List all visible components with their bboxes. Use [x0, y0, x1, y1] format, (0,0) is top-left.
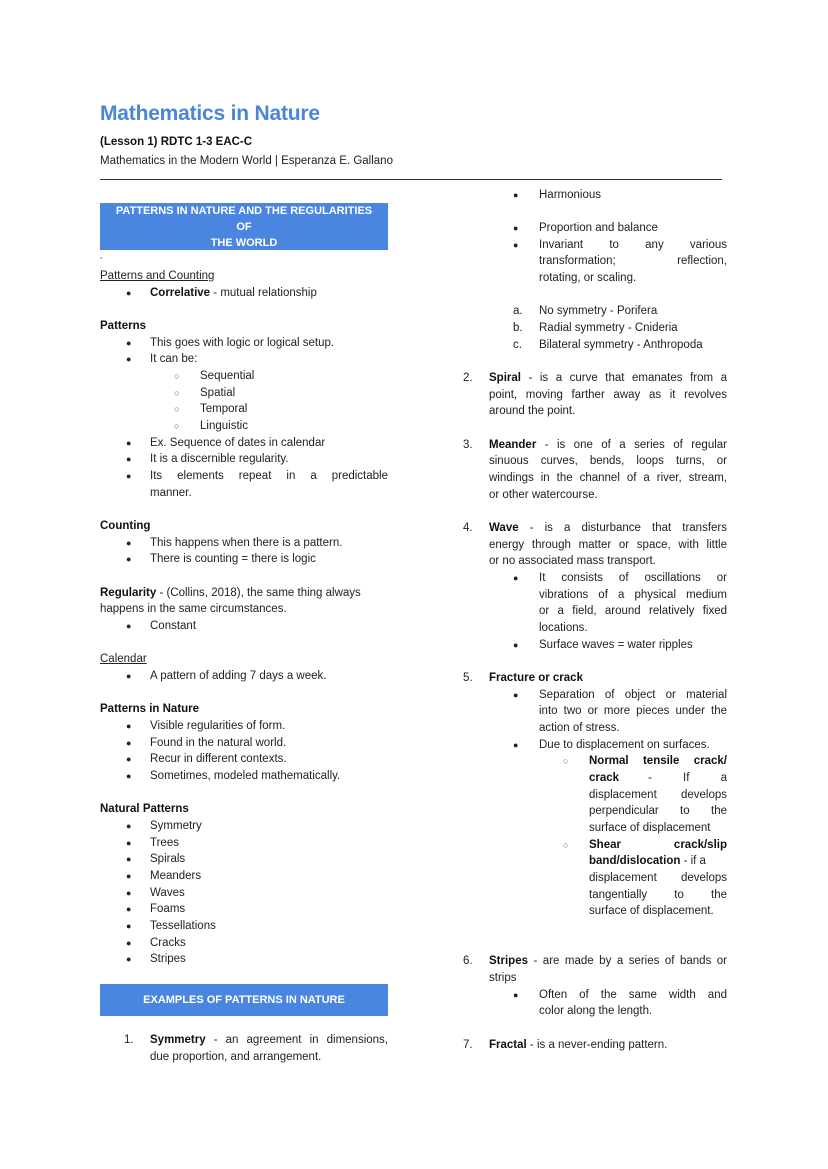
sub-list-item: Spatial — [200, 387, 236, 399]
list-item: Stripes — [150, 953, 186, 965]
list-item: Waves — [150, 887, 185, 899]
list-item: This goes with logic or logical setup. — [150, 337, 335, 349]
list-item: Surface waves = water ripples — [539, 639, 693, 651]
bullet-icon: ● — [126, 471, 132, 481]
list-item: Harmonious — [539, 189, 601, 201]
sub-list-item: Linguistic — [200, 420, 248, 432]
list-item: Sometimes, modeled mathematically. — [150, 770, 341, 782]
sub-list-item-continued: tangentially to the — [589, 889, 727, 901]
list-item-continued: vibrations of a physical medium — [539, 589, 727, 601]
bullet-icon: ● — [126, 921, 132, 931]
hollow-bullet-icon: ○ — [174, 371, 180, 381]
list-number: 5. — [463, 672, 473, 684]
example-meander-continued: sinuous curves, bends, loops turns, or — [489, 455, 727, 467]
list-item: It consists of oscillations or — [539, 572, 727, 584]
heading-natural-patterns: Natural Patterns — [100, 803, 189, 815]
heading-patterns-counting: Patterns and Counting — [100, 270, 215, 282]
sub-list-item-continued: displacement develops — [589, 872, 727, 884]
hollow-bullet-icon: ○ — [174, 421, 180, 431]
bullet-icon: ● — [126, 621, 132, 631]
list-item: Foams — [150, 903, 186, 915]
example-spiral-continued: around the point. — [489, 405, 576, 417]
list-item-continued: locations. — [539, 622, 588, 634]
list-number: 3. — [463, 439, 473, 451]
list-number: 2. — [463, 372, 473, 384]
bullet-icon: ● — [513, 190, 519, 200]
list-item: A pattern of adding 7 days a week. — [150, 670, 327, 682]
list-item: Often of the same width and — [539, 989, 727, 1001]
shear-crack-term: Shear crack/slip — [589, 839, 727, 851]
bullet-icon: ● — [126, 538, 132, 548]
bullet-icon: ● — [126, 554, 132, 564]
list-item: There is counting = there is logic — [150, 553, 316, 565]
bullet-icon: ● — [126, 454, 132, 464]
list-item: Visible regularities of form. — [150, 720, 286, 732]
hollow-bullet-icon: ○ — [563, 840, 569, 850]
sub-list-item-continued: displacement develops — [589, 789, 727, 801]
course-line: Mathematics in the Modern World | Esperanza E. Gallano — [100, 155, 393, 167]
lesson-subtitle: (Lesson 1) RDTC 1-3 EAC-C — [100, 136, 253, 148]
bullet-icon: ● — [126, 954, 132, 964]
list-item: Correlative - mutual relationship — [150, 287, 317, 299]
list-item-continued: transformation; reflection, — [539, 255, 727, 267]
section-banner-patterns — [100, 203, 388, 250]
banner-line-1: PATTERNS IN NATURE AND THE REGULARITIES OF — [115, 204, 373, 233]
stray-mark: , — [100, 251, 103, 260]
shear-crack-line: band/dislocation - if a — [589, 855, 706, 867]
section-banner-examples: EXAMPLES OF PATTERNS IN NATURE — [100, 984, 388, 1016]
bullet-icon: ● — [126, 771, 132, 781]
list-item: Ex. Sequence of dates in calendar — [150, 437, 326, 449]
list-item: Due to displacement on surfaces. — [539, 739, 710, 751]
bullet-icon: ● — [126, 754, 132, 764]
symmetry-type: No symmetry - Porifera — [539, 305, 658, 317]
list-item: Separation of object or material — [539, 689, 727, 701]
example-spiral: Spiral - is a curve that emanates from a — [489, 372, 727, 384]
heading-patterns: Patterns — [100, 320, 147, 332]
bullet-icon: ● — [126, 671, 132, 681]
bullet-icon: ● — [126, 854, 132, 864]
list-item: Constant — [150, 620, 197, 632]
list-item-continued: or a field, around relatively fixed — [539, 605, 727, 617]
hollow-bullet-icon: ○ — [174, 404, 180, 414]
bullet-icon: ● — [126, 821, 132, 831]
example-meander: Meander - is one of a series of regular — [489, 439, 727, 451]
example-stripes: Stripes - are made by a series of bands or — [489, 955, 727, 967]
normal-tensile-crack-line: crack - If a — [589, 772, 727, 784]
list-item: Proportion and balance — [539, 222, 658, 234]
list-item: Trees — [150, 837, 179, 849]
list-number: 7. — [463, 1039, 473, 1051]
example-spiral-continued: point, moving farther away as it revolves — [489, 389, 727, 401]
bullet-icon: ● — [126, 738, 132, 748]
bullet-icon: ● — [513, 990, 519, 1000]
list-letter: c. — [513, 339, 522, 351]
list-item-continued: action of stress. — [539, 722, 620, 734]
hollow-bullet-icon: ○ — [174, 388, 180, 398]
bullet-icon: ● — [513, 690, 519, 700]
example-symmetry: Symmetry - an agreement in dimensions, — [150, 1034, 388, 1046]
example-stripes-continued: strips — [489, 972, 517, 984]
heading-patterns-in-nature: Patterns in Nature — [100, 703, 200, 715]
list-number: 4. — [463, 522, 473, 534]
bullet-icon: ● — [126, 288, 132, 298]
example-meander-continued: or other watercourse. — [489, 489, 598, 501]
list-item: This happens when there is a pattern. — [150, 537, 343, 549]
list-item: It can be: — [150, 353, 198, 365]
bullet-icon: ● — [513, 240, 519, 250]
list-item-continued: rotating, or scaling. — [539, 272, 637, 284]
list-item: Recur in different contexts. — [150, 753, 287, 765]
list-item: Symmetry — [150, 820, 202, 832]
symmetry-type: Bilateral symmetry - Anthropoda — [539, 339, 703, 351]
sub-list-item-continued: surface of displacement — [589, 822, 711, 834]
list-item: Meanders — [150, 870, 202, 882]
hollow-bullet-icon: ○ — [563, 756, 569, 766]
list-item: Invariant to any various — [539, 239, 727, 251]
list-item: It is a discernible regularity. — [150, 453, 289, 465]
example-wave-continued: energy through matter or space, with little — [489, 539, 727, 551]
sub-list-item: Sequential — [200, 370, 255, 382]
bullet-icon: ● — [126, 354, 132, 364]
bullet-icon: ● — [126, 721, 132, 731]
list-letter: a. — [513, 305, 523, 317]
regularity-definition-continued: happens in the same circumstances. — [100, 603, 287, 615]
symmetry-type: Radial symmetry - Cnideria — [539, 322, 678, 334]
sub-list-item: Temporal — [200, 403, 248, 415]
list-item-continued: manner. — [150, 487, 192, 499]
example-wave: Wave - is a disturbance that transfers — [489, 522, 727, 534]
bullet-icon: ● — [126, 904, 132, 914]
header-divider — [100, 179, 722, 180]
bullet-icon: ● — [126, 338, 132, 348]
bullet-icon: ● — [513, 223, 519, 233]
bullet-icon: ● — [126, 871, 132, 881]
example-fracture: Fracture or crack — [489, 672, 583, 684]
list-item: Spirals — [150, 853, 186, 865]
list-number: 1. — [124, 1034, 134, 1046]
list-item-continued: into two or more pieces under the — [539, 705, 727, 717]
bullet-icon: ● — [513, 640, 519, 650]
list-number: 6. — [463, 955, 473, 967]
heading-calendar: Calendar — [100, 653, 147, 665]
bullet-icon: ● — [126, 438, 132, 448]
list-item: Found in the natural world. — [150, 737, 287, 749]
bullet-icon: ● — [513, 573, 519, 583]
regularity-definition: Regularity - (Collins, 2018), the same thing always — [100, 587, 361, 599]
list-item: Tessellations — [150, 920, 216, 932]
example-meander-continued: windings in the channel of a river, stream, — [489, 472, 727, 484]
list-item-continued: color along the length. — [539, 1005, 653, 1017]
bullet-icon: ● — [126, 938, 132, 948]
heading-counting: Counting — [100, 520, 151, 532]
banner-line-2: THE WORLD — [210, 236, 278, 249]
sub-list-item-continued: surface of displacement. — [589, 905, 714, 917]
sub-list-item-continued: perpendicular to the — [589, 805, 727, 817]
list-letter: b. — [513, 322, 523, 334]
example-symmetry-continued: due proportion, and arrangement. — [150, 1051, 322, 1063]
bullet-icon: ● — [513, 740, 519, 750]
example-fractal: Fractal - is a never-ending pattern. — [489, 1039, 668, 1051]
bullet-icon: ● — [126, 838, 132, 848]
list-item: Its elements repeat in a predictable — [150, 470, 388, 482]
bullet-icon: ● — [126, 888, 132, 898]
example-wave-continued: or no associated mass transport. — [489, 555, 656, 567]
list-item: Cracks — [150, 937, 186, 949]
normal-tensile-crack-term: Normal tensile crack/ — [589, 755, 727, 767]
document-title: Mathematics in Nature — [100, 102, 320, 125]
